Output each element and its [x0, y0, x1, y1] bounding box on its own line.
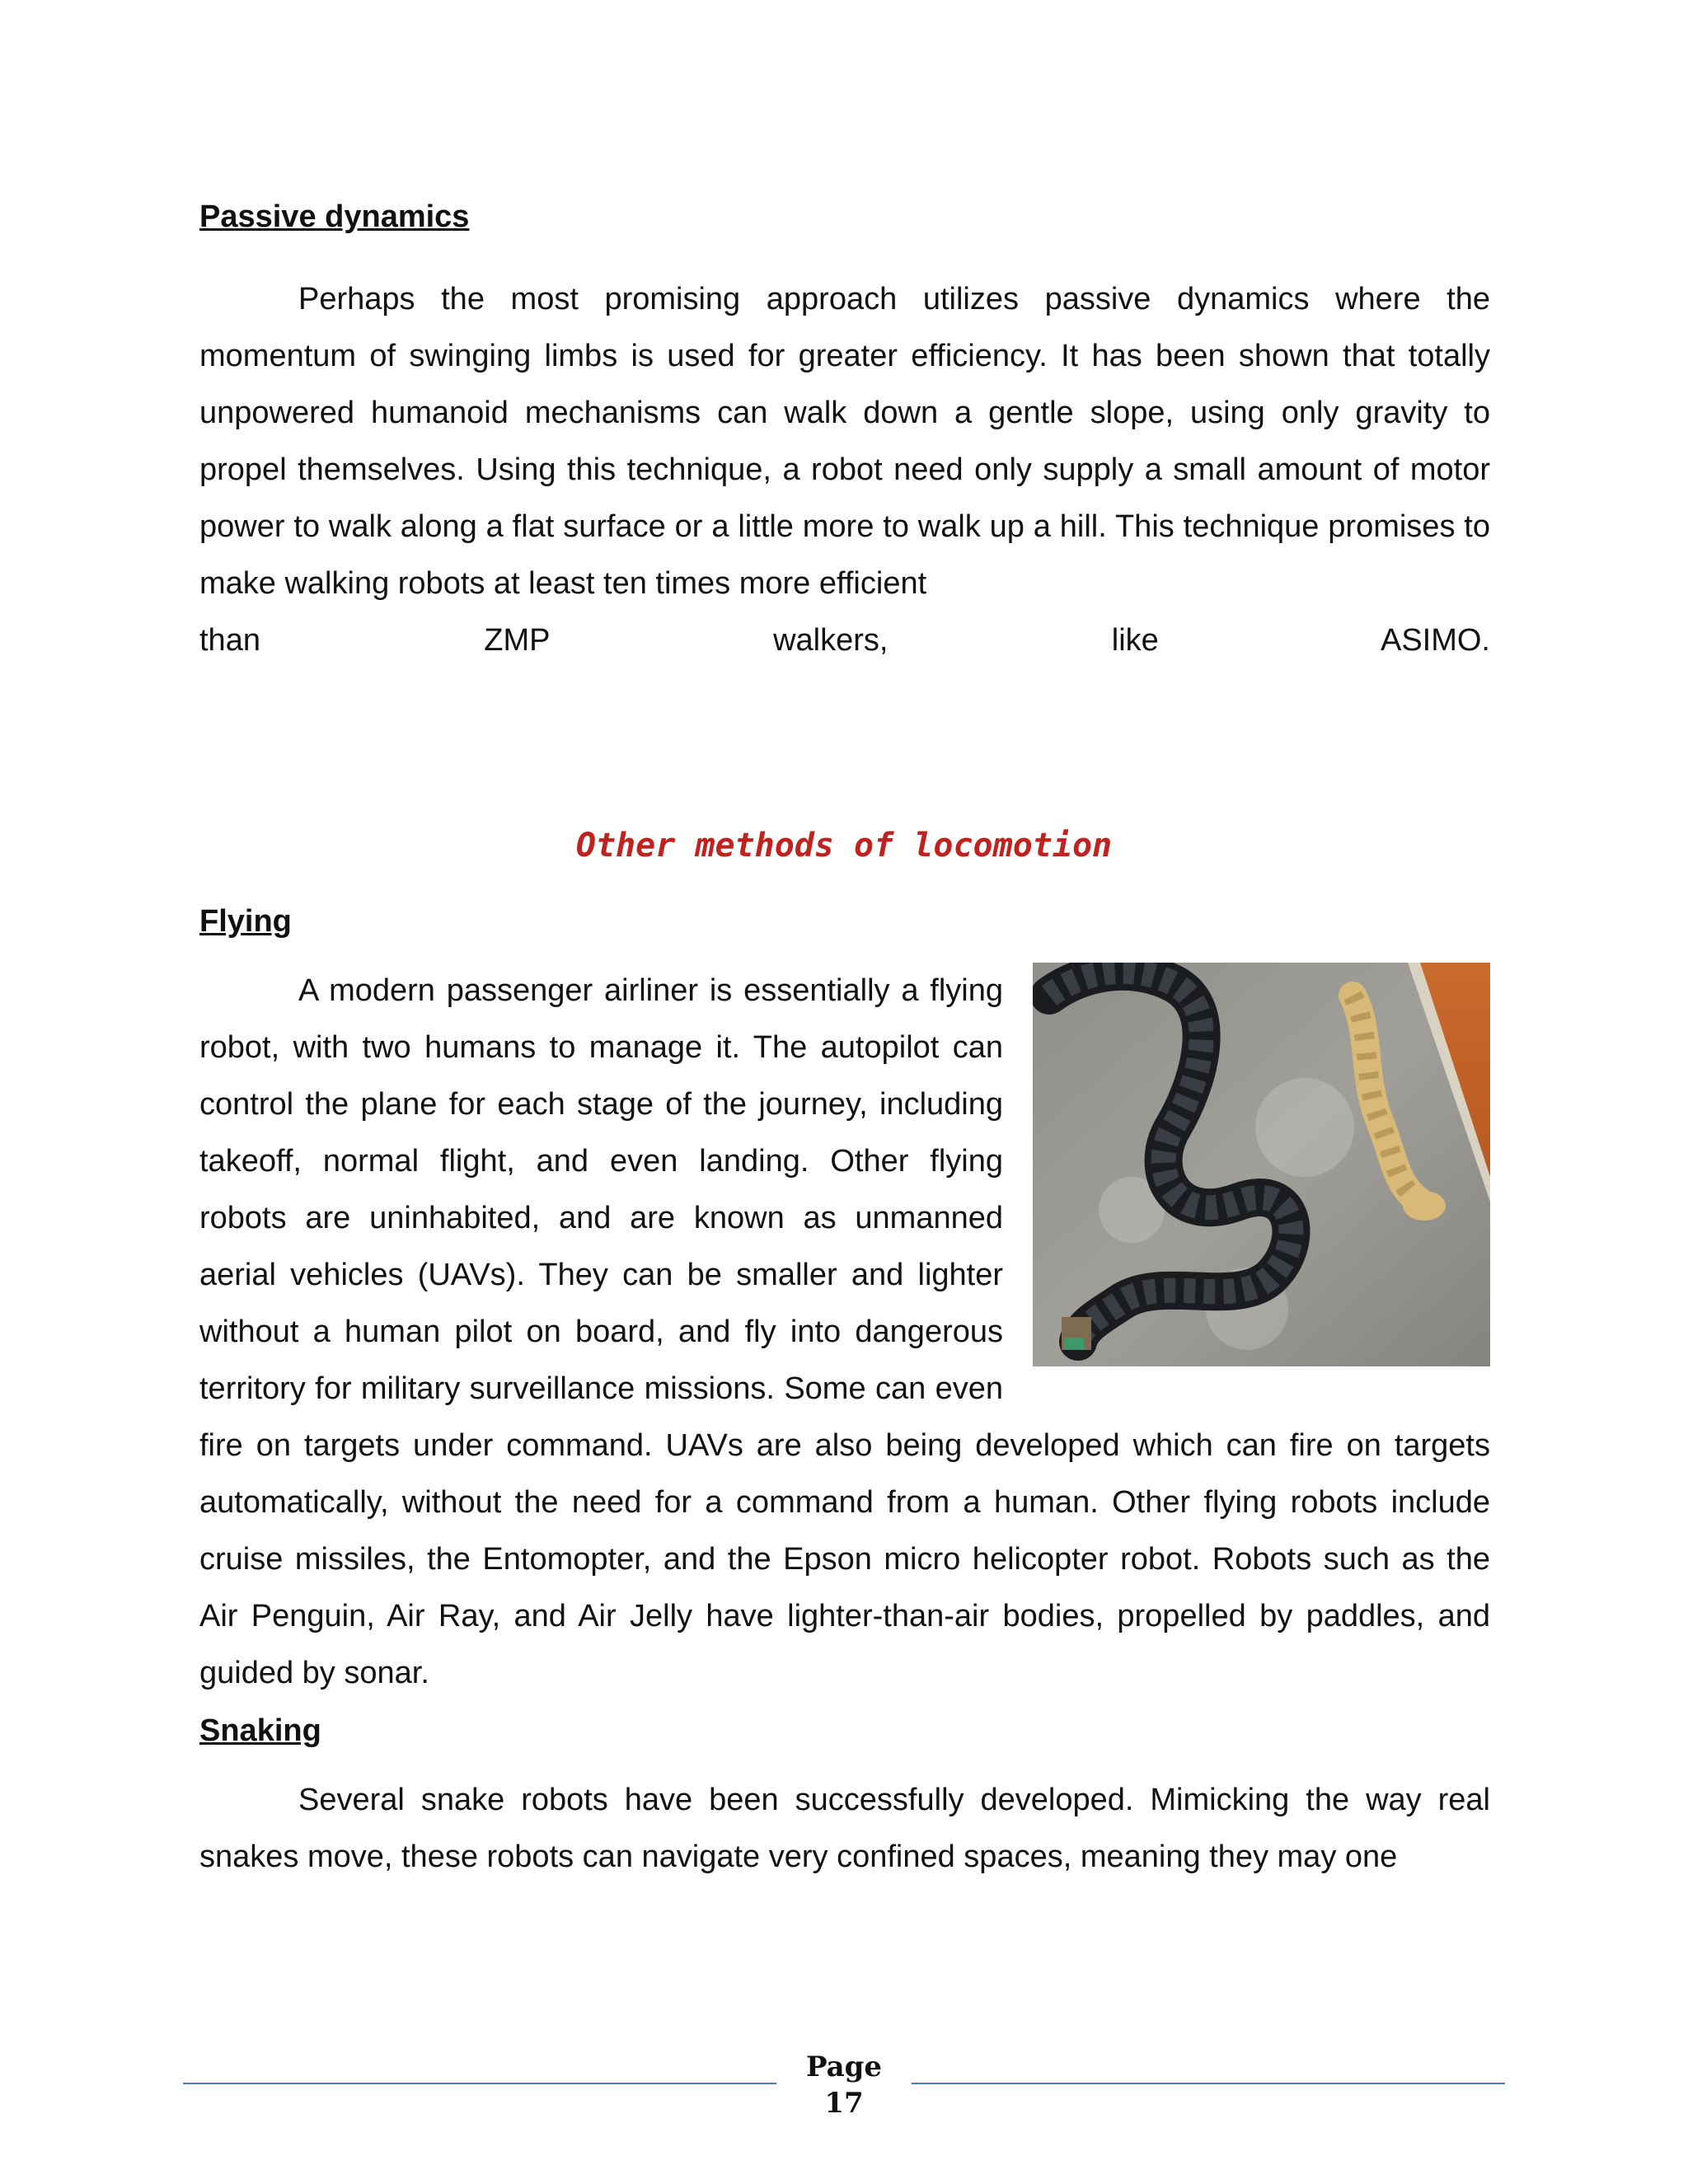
passive-dynamics-section [199, 196, 1490, 669]
page-label: Page [805, 2050, 883, 2083]
snaking-paragraph: Several snake robots have been successfully developed. Mimicking the way real snakes move, these robots can navigate very confined spaces, meaning they may one [199, 1783, 1490, 1874]
flying-section [199, 901, 1490, 1886]
passive-dynamics-body: Perhaps the most promising approach utilizes passive dynamics where the momentum of swinging limbs is used for greater efficiency. It has been shown that totally unpowered humanoid mechanisms can walk down a gentle slope, using only gravity to propel themselves. Using this technique, a robot need only supply a small amount of motor power to walk along a flat surface or a little more to walk up a hill. This technique promises to make walking robots at least ten times more efficient [199, 282, 1490, 601]
flying-heading: Flying [199, 904, 292, 939]
footer-rule-left [183, 2083, 776, 2084]
page-number [762, 2049, 926, 2121]
passive-dynamics-heading: Passive dynamics [199, 199, 470, 234]
footer-rule-right [912, 2083, 1505, 2084]
passive-dynamics-last-line: than ZMP walkers, like ASIMO. [199, 623, 1490, 658]
snaking-heading: Snaking [199, 1713, 321, 1748]
flying-paragraph: A modern passenger airliner is essentially a flying robot, with two humans to manage it. The autopilot can control the plane for each stage of the journey, including takeoff, normal flight, and even landing. Other flying robots are uninhabited, and are known as unmanned aerial vehicles (UAVs). They can be smaller and lighter without a human pilot on board, and fly into dangerous territory for military surveillance missions. Some can even fire on targets under command. UAVs are also being developed which can fire on targets automatically, without the need for a command from a human. Other flying robots include cruise missiles, the Entomopter, and the Epson micro helicopter robot. Robots such as the Air Penguin, Air Ray, and Air Jelly have lighter-than-air bodies, propelled by paddles, and guided by sonar. [199, 973, 1490, 1690]
section-title: Other methods of locomotion [575, 827, 1113, 865]
page-number-value: 17 [824, 2087, 864, 2120]
snake-robot-photo [1033, 963, 1490, 1366]
passive-dynamics-paragraph [199, 271, 1490, 612]
snake-robot-image [1033, 963, 1490, 1366]
